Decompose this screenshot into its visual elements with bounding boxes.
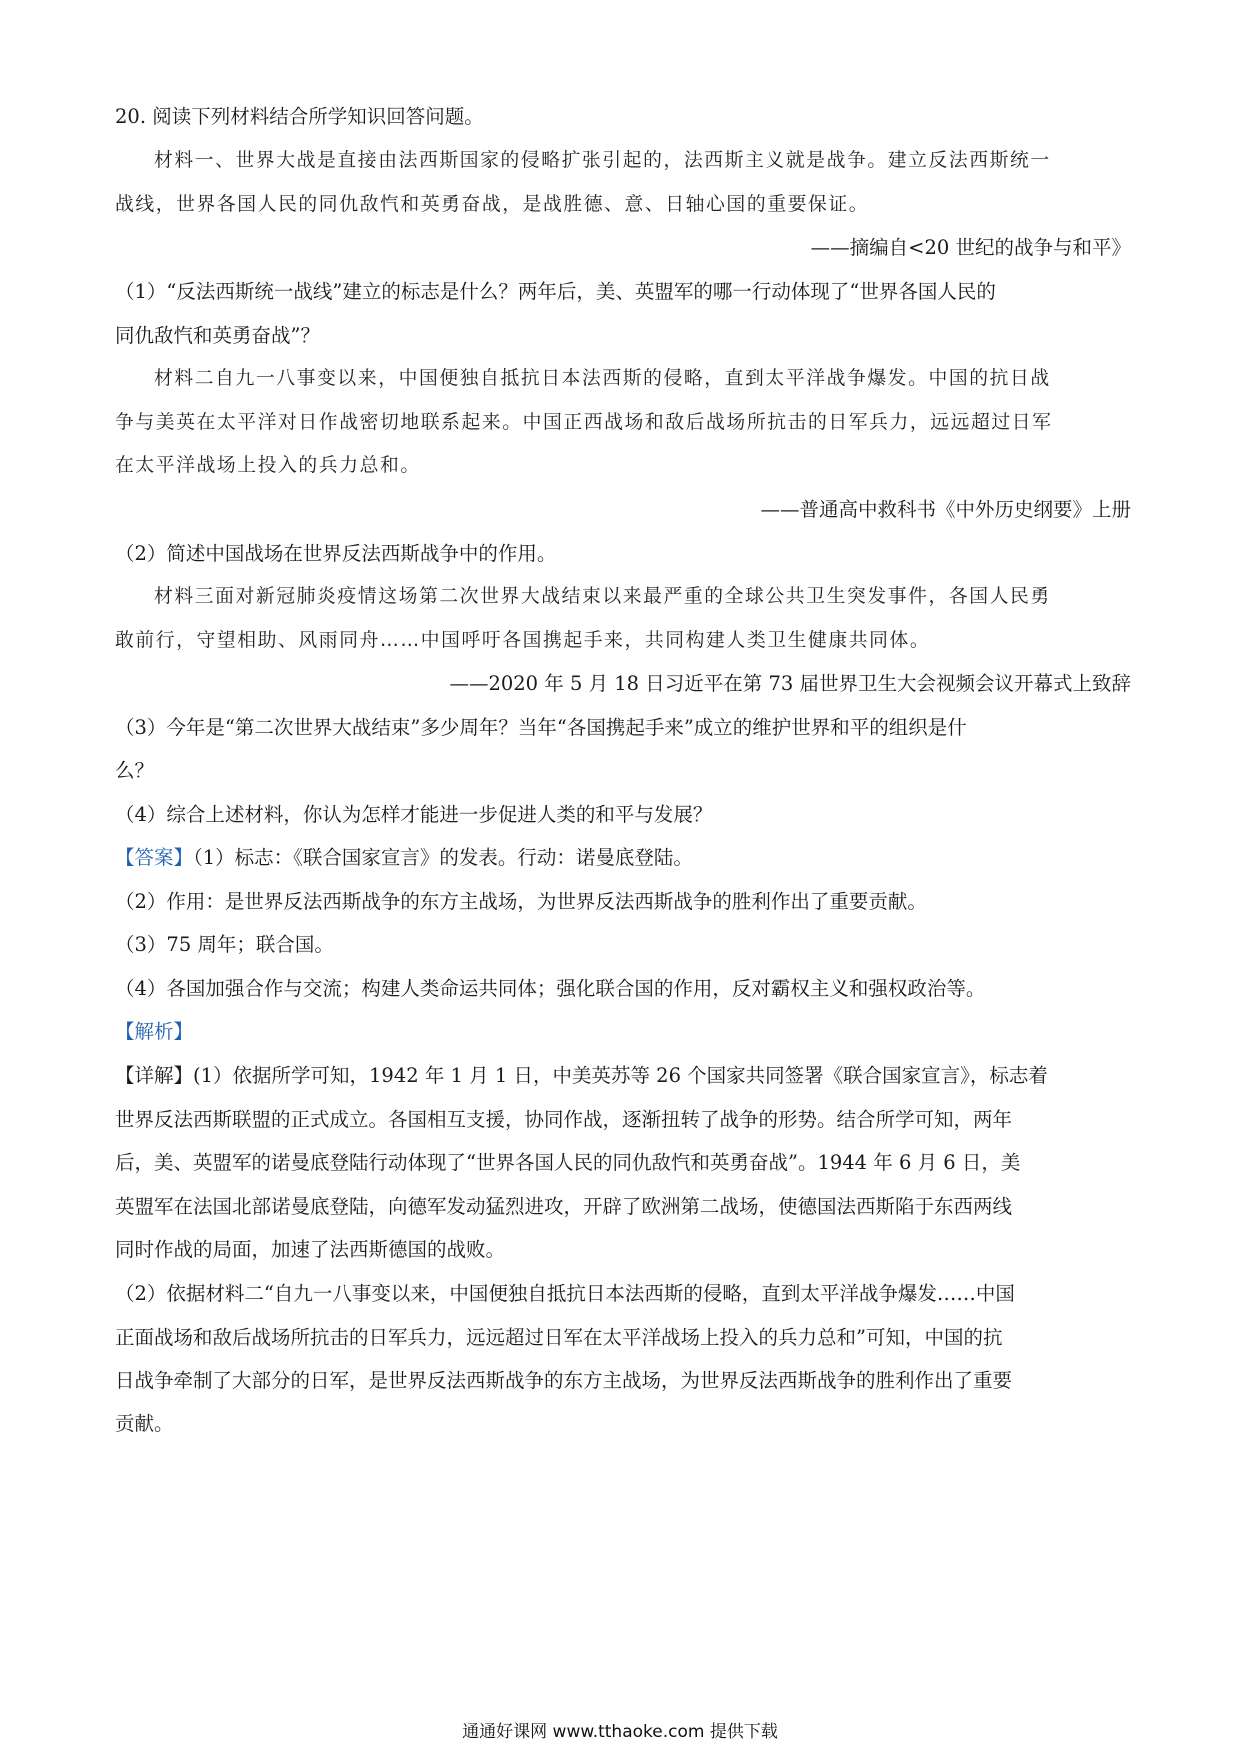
detail-2-line-2: 正面战场和敌后战场所抗击的日军兵力，远远超过日军在太平洋战场上投入的兵力总和”可知，中国的抗 xyxy=(115,1326,1003,1349)
material-three-source: ——2020 年 5 月 18 日习近平在第 73 届世界卫生大会视频会议开幕式上致辞 xyxy=(449,672,1131,695)
question-1-line-2: 同仇敌忾和英勇奋战”？ xyxy=(115,324,320,347)
page-footer: 通通好课网 www.tthaoke.com 提供下载 xyxy=(462,1722,778,1742)
question-3-line-2: 么？ xyxy=(115,759,155,782)
material-one-line-2: 战线，世界各国人民的同仇敌忾和英勇奋战，是战胜德、意、日轴心国的重要保证。 xyxy=(115,194,870,215)
material-three-line-2: 敢前行，守望相助、风雨同舟……中国呼吁各国携起手来，共同构建人类卫生健康共同体。 xyxy=(115,630,931,651)
detail-1-text: (1）依据所学可知，1942 年 1 月 1 日，中美英苏等 26 个国家共同签署《联合国家宣言》，标志着 xyxy=(193,1064,1048,1087)
answer-tag: 【答案】 xyxy=(115,846,194,869)
answer-2: （2）作用：是世界反法西斯战争的东方主战场，为世界反法西斯战争的胜利作出了重要贡献。 xyxy=(115,890,927,913)
material-two-line-1: 材料二自九一八事变以来，中国便独自抵抗日本法西斯的侵略，直到太平洋战争爆发。中国的抗日战 xyxy=(154,368,1051,389)
material-two-line-3: 在太平洋战场上投入的兵力总和。 xyxy=(115,455,421,476)
question-3-line-1: （3）今年是“第二次世界大战结束”多少周年？当年“各国携起手来”成立的维护世界和平的组织是什 xyxy=(115,716,967,739)
question-1-line-1: （1）“反法西斯统一战线”建立的标志是什么？两年后，美、英盟军的哪一行动体现了“世界各国人民的 xyxy=(115,280,996,303)
detail-2-line-3: 日战争牵制了大部分的日军，是世界反法西斯战争的东方主战场，为世界反法西斯战争的胜利作出了重要 xyxy=(115,1369,1013,1392)
detail-line-3: 后，美、英盟军的诺曼底登陆行动体现了“世界各国人民的同仇敌忾和英勇奋战”。1944 年 6 月 6 日，美 xyxy=(115,1151,1021,1174)
answer-line-1 xyxy=(115,845,693,871)
question-2: （2）简述中国战场在世界反法西斯战争中的作用。 xyxy=(115,542,557,565)
answer-3: （3）75 周年；联合国。 xyxy=(115,933,334,956)
detail-line-1 xyxy=(115,1063,1048,1089)
detail-2-line-1: （2）依据材料二“自九一八事变以来，中国便独自抵抗日本法西斯的侵略，直到太平洋战争爆发……中国 xyxy=(115,1282,1015,1305)
material-one-source: ——摘编自<20 世纪的战争与和平》 xyxy=(810,236,1131,259)
question-4: （4）综合上述材料，你认为怎样才能进一步促进人类的和平与发展？ xyxy=(115,803,713,826)
material-two-line-2: 争与美英在太平洋对日作战密切地联系起来。中国正西战场和敌后战场所抗击的日军兵力，远远超过日军 xyxy=(115,412,1053,433)
detail-tag: 【详解】 xyxy=(115,1064,194,1087)
material-three-line-1: 材料三面对新冠肺炎疫情这场第二次世界大战结束以来最严重的全球公共卫生突发事件，各国人民勇 xyxy=(154,586,1051,607)
material-one-line-1: 材料一、世界大战是直接由法西斯国家的侵略扩张引起的，法西斯主义就是战争。建立反法西斯统一 xyxy=(154,150,1051,171)
material-two-source: ——普通高中救科书《中外历史纲要》上册 xyxy=(760,498,1131,521)
detail-line-2: 世界反法西斯联盟的正式成立。各国相互支援，协同作战，逐渐扭转了战争的形势。结合所学可知，两年 xyxy=(115,1108,1013,1131)
analysis-tag: 【解析】 xyxy=(115,1020,194,1043)
detail-line-4: 英盟军在法国北部诺曼底登陆，向德军发动猛烈进攻，开辟了欧洲第二战场，使德国法西斯陷于东西两线 xyxy=(115,1195,1013,1218)
question-title: 20. 阅读下列材料结合所学知识回答问题。 xyxy=(115,105,484,128)
detail-line-5: 同时作战的局面，加速了法西斯德国的战败。 xyxy=(115,1238,506,1261)
answer-4: （4）各国加强合作与交流；构建人类命运共同体；强化联合国的作用，反对霸权主义和强权政治等。 xyxy=(115,977,986,1000)
answer-1: （1）标志：《联合国家宣言》的发表。行动：诺曼底登陆。 xyxy=(193,846,693,869)
detail-2-line-4: 贡献。 xyxy=(115,1412,174,1435)
